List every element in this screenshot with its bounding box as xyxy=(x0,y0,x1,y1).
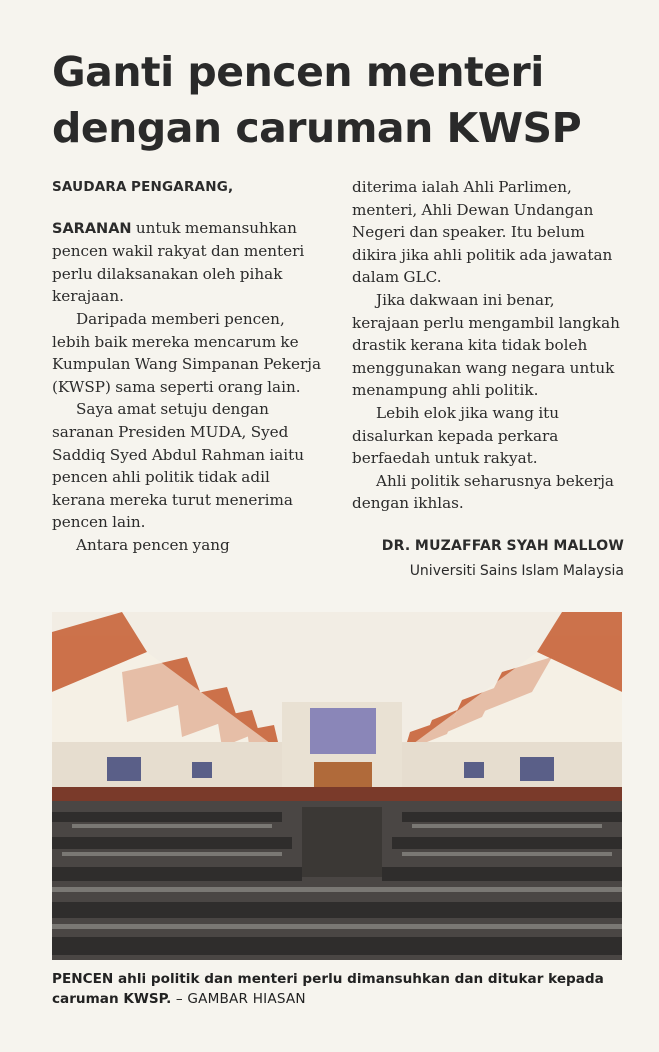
headline-line-2: dengan caruman KWSP xyxy=(52,104,582,152)
parliament-hall-photo xyxy=(52,612,622,960)
headline xyxy=(52,44,632,156)
paragraph-5: diterima ialah Ahli Parlimen, menteri, Ahli Dewan Undangan Negeri dan speaker. Itu belum dikira jika ahli politik ada jawatan dalam GLC. xyxy=(352,178,613,287)
author-name: DR. MUZAFFAR SYAH MALLOW xyxy=(381,537,624,554)
paragraph-6: Jika dakwaan ini benar, kerajaan perlu mengambil langkah drastik kerana kita tidak boleh menggunakan wang negara untuk menampung ahli politik. xyxy=(352,290,620,400)
author-affiliation: Universiti Sains Islam Malaysia xyxy=(409,562,624,579)
article-column-right xyxy=(352,176,624,582)
paragraph-1 xyxy=(52,217,324,308)
paragraph-2: Daripada memberi pencen, lebih baik mereka mencarum ke Kumpulan Wang Simpanan Pekerja (KWSP) sama seperti orang lain. xyxy=(52,309,322,396)
caption-text: PENCEN ahli politik dan menteri perlu dimansuhkan dan ditukar kepada caruman KWSP. xyxy=(52,971,604,1007)
salutation: SAUDARA PENGARANG, xyxy=(52,179,234,195)
caption-credit: – GAMBAR HIASAN xyxy=(171,991,306,1007)
paragraph-7: Lebih elok jika wang itu disalurkan kepada perkara berfaedah untuk rakyat. xyxy=(352,403,560,468)
paragraph-1-text: untuk memansuhkan pencen wakil rakyat dan menteri perlu dilaksanakan oleh pihak kerajaan. xyxy=(52,218,305,306)
paragraph-4: Antara pencen yang xyxy=(76,535,230,554)
photo-caption xyxy=(52,969,632,1009)
article-column-left xyxy=(52,176,324,557)
parliament-hall-illustration xyxy=(52,612,622,960)
headline-line-1: Ganti pencen menteri xyxy=(52,48,544,96)
lead-word: SARANAN xyxy=(52,220,132,237)
paragraph-3: Saya amat setuju dengan saranan Presiden MUDA, Syed Saddiq Syed Abdul Rahman iaitu pencen ahli politik tidak adil kerana mereka turut menerima pencen lain. xyxy=(52,400,305,532)
paragraph-8: Ahli politik seharusnya bekerja dengan ikhlas. xyxy=(352,471,614,513)
